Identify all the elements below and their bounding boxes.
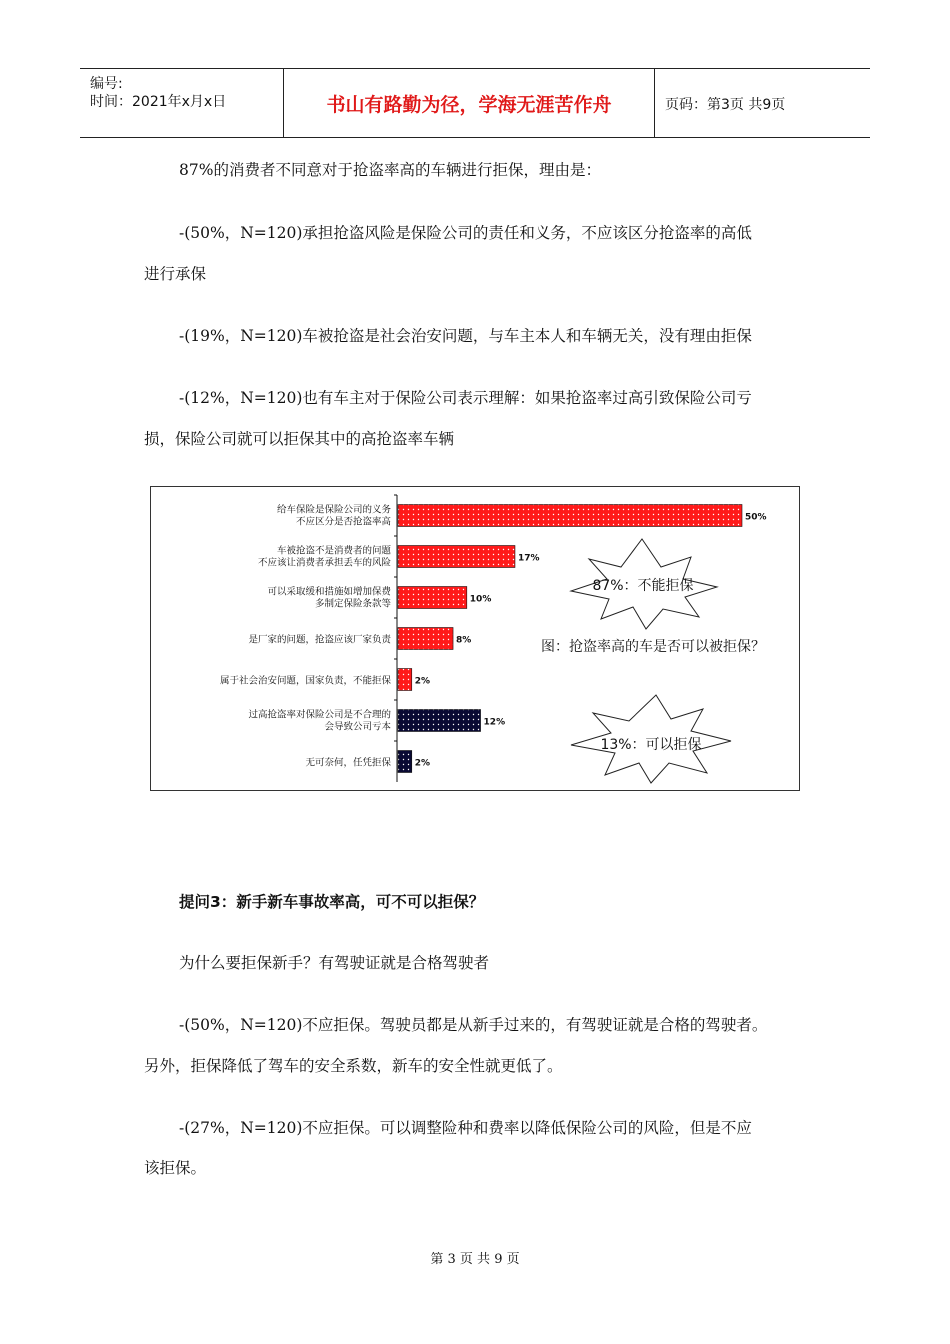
chart-bar: [398, 751, 412, 773]
category-label: 是厂家的问题，抢盗应该厂家负责: [248, 634, 391, 646]
paragraph-reason-1-line-1: -(50%，N=120)承担抢盗风险是保险公司的责任和义务，不应该区分抢盗率的高低: [179, 224, 752, 242]
category-label: 属于社会治安问题，国家负责，不能拒保: [219, 675, 391, 687]
callout-no-refuse: 87%：不能拒保: [592, 578, 694, 594]
category-label: 会导致公司亏本: [324, 721, 391, 733]
category-label: 过高抢盗率对保险公司是不合理的: [248, 709, 391, 721]
bar-value-label: 12%: [483, 717, 506, 728]
paragraph-q3-intro: 为什么要拒保新手？有驾驶证就是合格驾驶者: [179, 954, 490, 972]
chart-bar: [398, 546, 515, 568]
paragraph-reason-3-line-2: 损，保险公司就可以拒保其中的高抢盗率车辆: [144, 430, 455, 448]
bar-value-label: 2%: [414, 758, 431, 769]
chart-bar: [398, 669, 412, 691]
question-3-heading: 提问3：新手新车事故率高，可不可以拒保？: [179, 893, 485, 911]
bar-value-label: 8%: [456, 635, 472, 646]
category-label: 可以采取缓和措施如增加保费: [267, 586, 391, 598]
chart-canvas: [151, 487, 799, 790]
chart-bar: [398, 710, 481, 732]
bar-value-label: 50%: [745, 512, 767, 523]
paragraph-q3-answer-1-line-2: 另外，拒保降低了驾车的安全系数，新车的安全性就更低了。: [144, 1057, 563, 1075]
category-label: 不应区分是否抢盗率高: [295, 516, 391, 528]
category-label: 车被抢盗不是消费者的问题: [276, 545, 391, 557]
page-footer: 第 3 页 共 9 页: [430, 1252, 520, 1267]
chart-bar: [398, 505, 742, 527]
category-label: 无可奈何，任凭拒保: [305, 757, 391, 769]
header-motto: 书山有路勤为径，学海无涯苦作舟: [284, 69, 655, 137]
date-label: 时间：2021年x月x日: [90, 94, 227, 110]
paragraph-reason-1-line-2: 进行承保: [144, 265, 207, 283]
paragraph-intro: 87%的消费者不同意对于抢盗率高的车辆进行拒保，理由是：: [179, 161, 601, 179]
chart-bar: [398, 628, 453, 650]
chart-title: 图：抢盗率高的车是否可以被拒保？: [541, 639, 765, 655]
header-info-cell: [80, 69, 284, 137]
paragraph-reason-3-line-1: -(12%，N=120)也有车主对于保险公司表示理解：如果抢盗率过高引致保险公司亏: [179, 389, 752, 407]
bar-value-label: 2%: [414, 676, 431, 687]
bar-value-label: 10%: [469, 594, 492, 605]
category-label: 不应该让消费者承担丢车的风险: [257, 557, 391, 569]
paragraph-q3-answer-2-line-2: 该拒保。: [144, 1159, 207, 1177]
bar-value-label: 17%: [517, 553, 540, 564]
refusal-bar-chart: [150, 486, 800, 791]
paragraph-q3-answer-1-line-1: -(50%，N=120)不应拒保。驾驶员都是从新手过来的，有驾驶证就是合格的驾驶者。: [179, 1016, 768, 1034]
category-label: 多制定保险条款等: [314, 598, 391, 610]
document-header: [80, 68, 870, 138]
paragraph-q3-answer-2-line-1: -(27%，N=120)不应拒保。可以调整险种和费率以降低保险公司的风险，但是不应: [179, 1119, 752, 1137]
number-label: 编号:: [90, 76, 123, 92]
paragraph-reason-2: -(19%，N=120)车被抢盗是社会治安问题，与车主本人和车辆无关，没有理由拒保: [179, 327, 752, 345]
callout-can-refuse: 13%：可以拒保: [600, 737, 702, 753]
chart-bar: [398, 587, 467, 609]
category-label: 给车保险是保险公司的义务: [276, 504, 391, 516]
header-page-number: 页码：第3页 共9页: [665, 97, 786, 113]
